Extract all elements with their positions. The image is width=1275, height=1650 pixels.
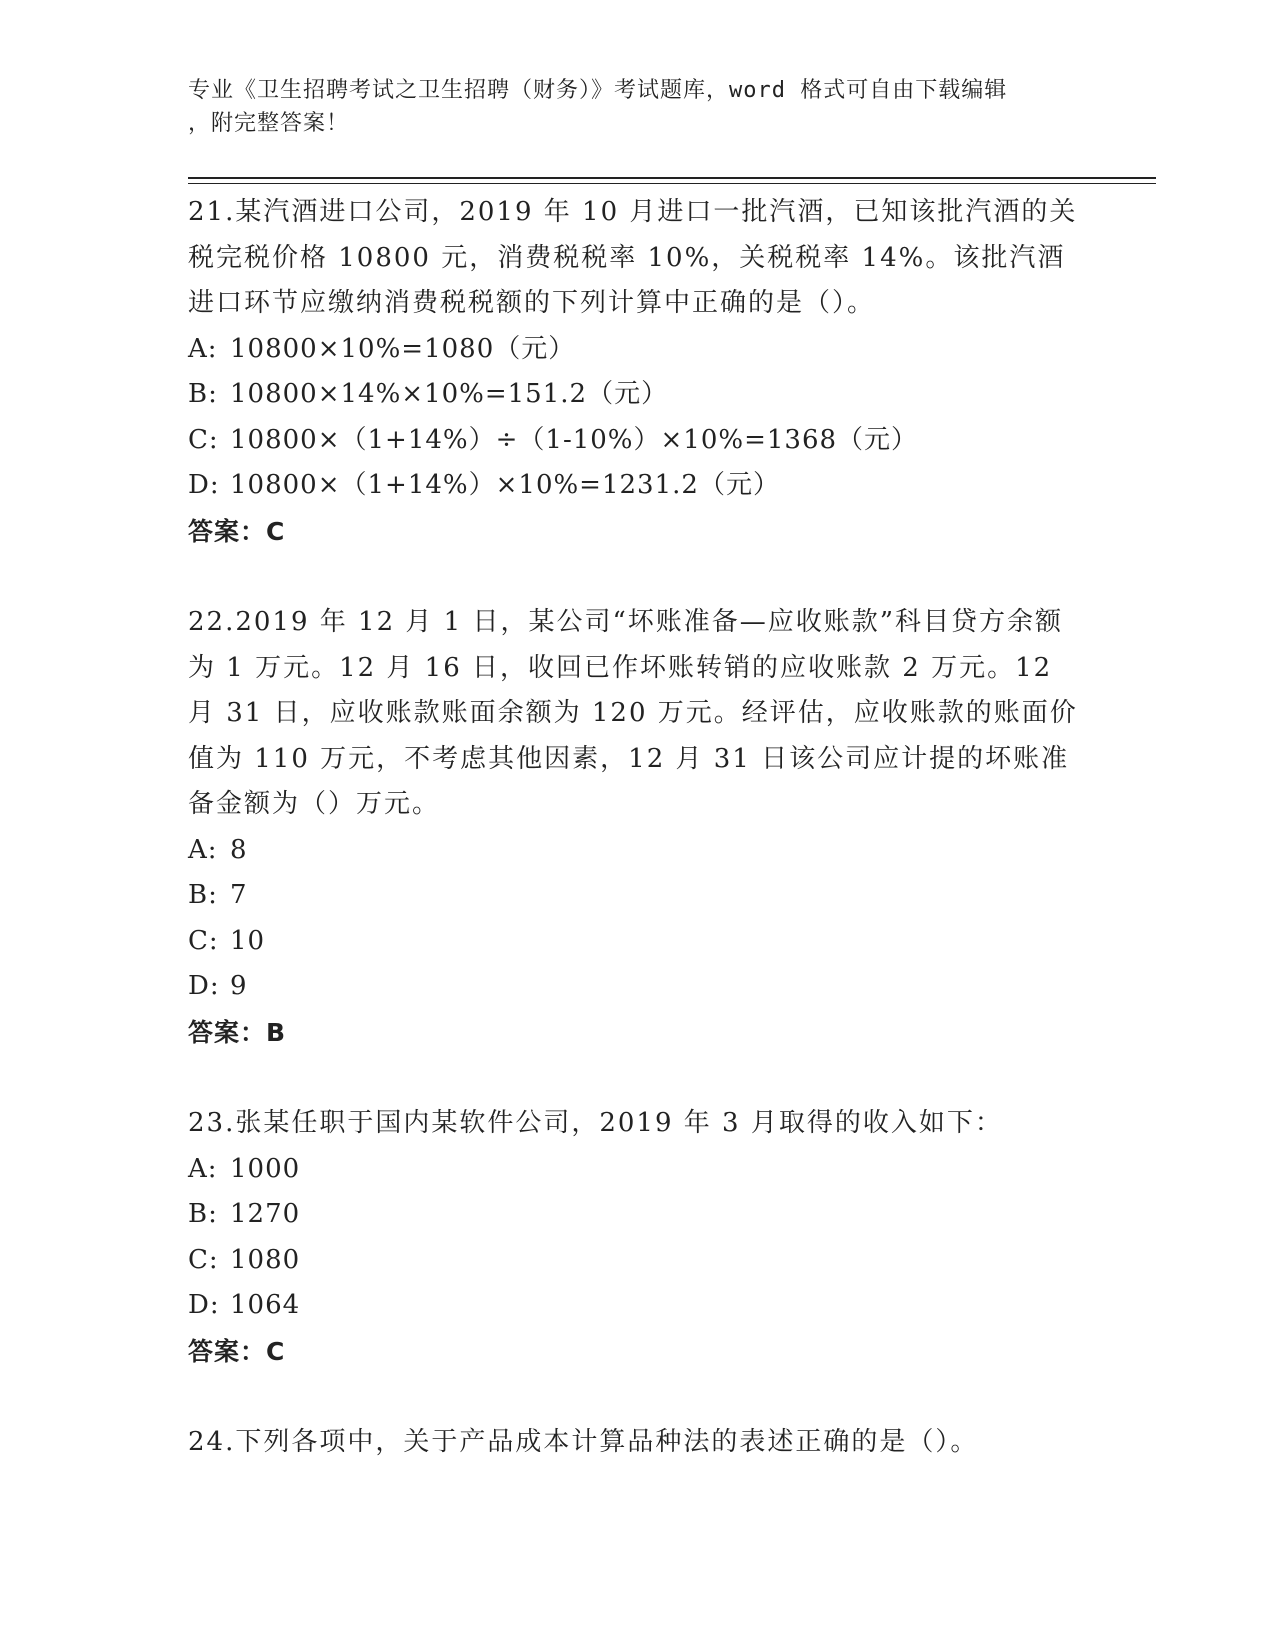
option-text: 8 — [230, 834, 248, 865]
question-22 — [188, 600, 1088, 1055]
option-letter: A: — [188, 333, 218, 364]
option-letter: C: — [188, 925, 219, 956]
question-21 — [188, 190, 1088, 554]
option-text: 10800×（1+14%）×10%=1231.2（元） — [230, 470, 780, 500]
option-c — [188, 418, 1088, 464]
question-stem: 21.某汽酒进口公司，2019 年 10 月进口一批汽酒，已知该批汽酒的关税完税价格 10800 元，消费税税率 10%，关税税率 14%。该批汽酒进口环节应缴纳消费税税额的下列计算中正确的是（）。 — [188, 197, 1078, 318]
option-letter: B: — [188, 880, 218, 910]
answer-line: 答案：C — [188, 1336, 286, 1366]
option-letter: D: — [188, 470, 220, 500]
option-letter: C: — [188, 424, 219, 455]
option-a — [188, 327, 1088, 373]
option-d — [188, 1283, 1088, 1329]
option-a — [188, 828, 1088, 874]
option-text: 10800×10%=1080（元） — [230, 333, 576, 364]
question-stem: 23.张某任职于国内某软件公司，2019 年 3 月取得的收入如下： — [188, 1108, 1003, 1138]
option-text: 1270 — [230, 1199, 301, 1229]
option-letter: B: — [188, 1199, 218, 1229]
option-text: 9 — [230, 971, 248, 1001]
option-text: 7 — [230, 880, 248, 910]
header-line-2: ，附完整答案！ — [188, 111, 350, 136]
question-stem: 24.下列各项中，关于产品成本计算品种法的表述正确的是（）。 — [188, 1427, 979, 1457]
option-text: 10800×（1+14%）÷（1-10%）×10%=1368（元） — [230, 424, 919, 455]
option-c — [188, 1238, 1088, 1284]
header-divider-thick — [188, 177, 1156, 179]
option-d — [188, 964, 1088, 1010]
answer-line: 答案：C — [188, 516, 286, 546]
option-a — [188, 1147, 1088, 1193]
option-letter: A: — [188, 834, 218, 865]
question-23 — [188, 1101, 1088, 1374]
document-header — [188, 74, 1088, 140]
question-24 — [188, 1420, 1088, 1466]
header-divider-thin — [188, 183, 1156, 184]
option-d — [188, 463, 1088, 509]
option-letter: B: — [188, 379, 218, 409]
option-text: 1080 — [230, 1244, 301, 1275]
question-stem: 22.2019 年 12 月 1 日，某公司“坏账准备—应收账款”科目贷方余额为 1 万元。12 月 16 日，收回已作坏账转销的应收账款 2 万元。12 月 31 日，应收账款账面余额为 120 万元。经评估，应收账款的账面价值为 110 万元，不考虑其他因素，12 月 31 日该公司应计提的坏账准备金额为（）万元。 — [188, 607, 1078, 819]
option-text: 10800×14%×10%=151.2（元） — [230, 379, 669, 409]
answer-line: 答案：B — [188, 1017, 287, 1047]
option-letter: D: — [188, 1290, 220, 1320]
option-b — [188, 873, 1088, 919]
option-text: 10 — [230, 925, 266, 956]
option-text: 1000 — [230, 1153, 301, 1184]
option-c — [188, 919, 1088, 965]
option-b — [188, 372, 1088, 418]
option-letter: C: — [188, 1244, 219, 1275]
option-letter: A: — [188, 1153, 218, 1184]
option-letter: D: — [188, 971, 220, 1001]
header-line-1: 专业《卫生招聘考试之卫生招聘（财务）》考试题库，word 格式可自由下载编辑 — [188, 78, 1008, 103]
option-text: 1064 — [230, 1290, 301, 1320]
option-b — [188, 1192, 1088, 1238]
question-list — [188, 190, 1088, 1512]
